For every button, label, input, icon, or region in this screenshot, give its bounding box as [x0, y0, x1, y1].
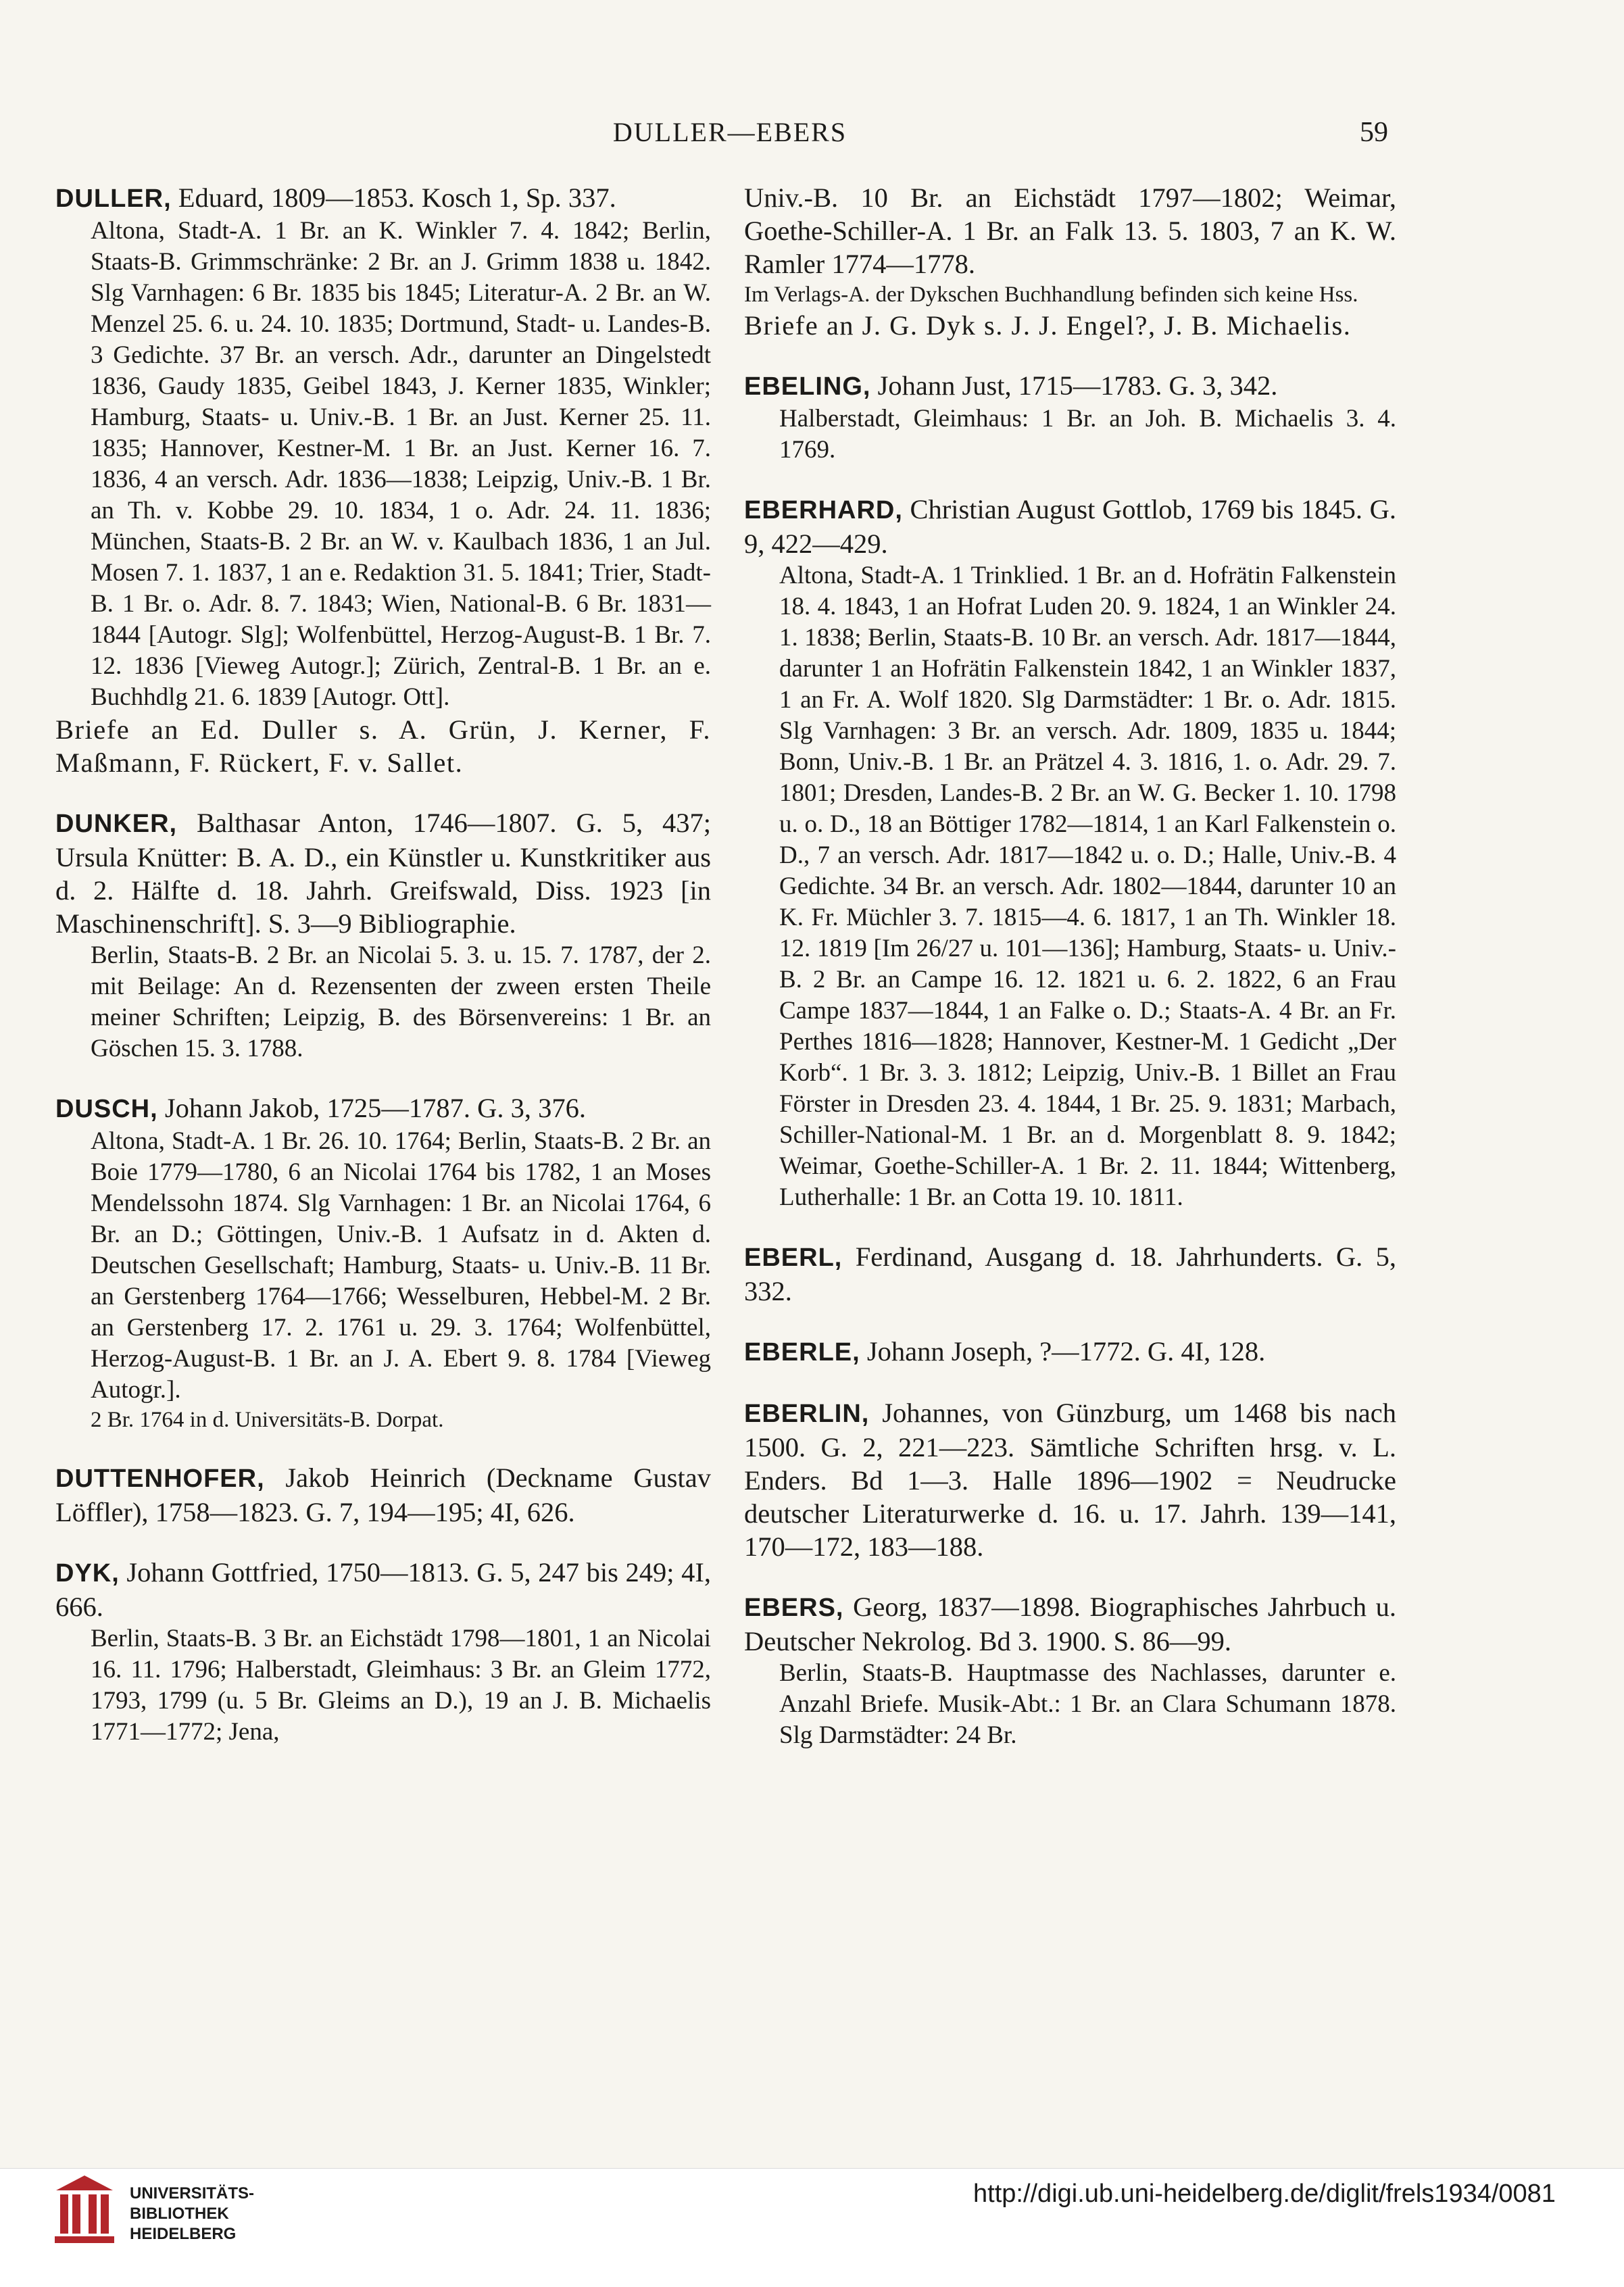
entry-lead: Jakob Heinrich (Deckname Gustav Löffler), 1758—1823. G. 7, 194—195; 4I, 626.	[55, 1462, 711, 1527]
entry-lead: Balthasar Anton, 1746—1807. G. 5, 437; Ursula Knütter: B. A. D., ein Künstler u. Kunstkritiker aus d. 2. Hälfte d. 18. Jahrh. Greifswald, Diss. 1923 [in Maschinenschrift]. S. 3—9 Bibliographie.	[55, 808, 711, 939]
entry-note: Im Verlags-A. der Dykschen Buchhandlung befinden sich keine Hss.	[744, 282, 1358, 307]
left-column	[55, 181, 711, 1775]
entry-lead: Johannes, von Günzburg, um 1468 bis nach 1500. G. 2, 221—223. Sämtliche Schriften hrsg. v. L. Enders. Bd 1—3. Halle 1896—1902 = Neudrucke deutscher Literaturwerke d. 16. u. 17. Jahrh. 139—141, 170—172, 183—188.	[744, 1398, 1397, 1562]
entry-lead: Johann Gottfried, 1750—1813. G. 5, 247 bis 249; 4I, 666.	[55, 1557, 711, 1622]
entry-crossref: Briefe an J. G. Dyk s. J. J. Engel?, J. B. Michaelis.	[744, 310, 1352, 341]
headword: DUTTENHOFER,	[55, 1465, 265, 1493]
entry-note: 2 Br. 1764 in d. Universitäts-B. Dorpat.	[91, 1408, 444, 1432]
library-name-line: BIBLIOTHEK	[130, 2205, 229, 2223]
entry-eberl	[744, 1240, 1396, 1308]
page-number: 59	[1360, 117, 1388, 148]
entry-duttenhofer	[55, 1461, 711, 1529]
permalink-url[interactable]: http://digi.ub.uni-heidelberg.de/diglit/frels1934/0081	[973, 2180, 1556, 2208]
running-head: DULLER—EBERS	[612, 117, 847, 147]
headword: EBERLE,	[744, 1338, 860, 1367]
headword: DUNKER,	[55, 810, 178, 838]
library-name-line: HEIDELBERG	[130, 2225, 237, 2243]
entry-sources-continued: Univ.-B. 10 Br. an Eichstädt 1797—1802; Weimar, Goethe-Schiller-A. 1 Br. an Falk 13. 5. 1803, 7 an K. W. Ramler 1774—1778.	[744, 182, 1396, 279]
entry-lead: Eduard, 1809—1853. Kosch 1, Sp. 337.	[178, 182, 616, 213]
entry-dyk-continued	[744, 181, 1396, 342]
entry-lead: Johann Joseph, ?—1772. G. 4I, 128.	[866, 1336, 1266, 1367]
university-library-logo-icon	[51, 2170, 118, 2251]
entry-eberhard	[744, 493, 1396, 1213]
entry-sources: Berlin, Staats-B. 2 Br. an Nicolai 5. 3. u. 15. 7. 1787, der 2. mit Beilage: An d. Rezensenten der zween ersten Theile meiner Schriften; Leipzig, B. des Börsenvereins: 1 Br. an Göschen 15. 3. 1788.	[91, 941, 711, 1062]
entry-sources: Berlin, Staats-B. Hauptmasse des Nachlasses, darunter e. Anzahl Briefe. Musik-Abt.: 1 Br. an Clara Schumann 1878. Slg Darmstädter: 24 Br.	[779, 1659, 1396, 1749]
entry-sources: Altona, Stadt-A. 1 Br. 26. 10. 1764; Berlin, Staats-B. 2 Br. an Boie 1779—1780, 6 an Nicolai 1764 bis 1782, 1 an Moses Mendelssohn 1874. Slg Varnhagen: 1 Br. an Nicolai 1764, 6 Br. an D.; Göttingen, Univ.-B. 1 Aufsatz in d. Akten d. Deutschen Gesellschaft; Hamburg, Staats- u. Univ.-B. 11 Br. an Gerstenberg 1764—1766; Wesselburen, Hebbel-M. 2 Br. an Gerstenberg 17. 2. 1761 u. 29. 3. 1764; Wolfenbüttel, Herzog-August-B. 1 Br. an J. A. Ebert 9. 8. 1784 [Vieweg Autogr.].	[91, 1127, 711, 1404]
library-name	[130, 2184, 254, 2244]
headword: EBERLIN,	[744, 1400, 870, 1428]
headword: DYK,	[55, 1559, 120, 1588]
headword: EBERHARD,	[744, 496, 903, 524]
entry-lead: Christian August Gottlob, 1769 bis 1845. G. 9, 422—429.	[744, 494, 1397, 559]
headword: EBELING,	[744, 372, 871, 401]
entry-sources: Altona, Stadt-A. 1 Trinklied. 1 Br. an d. Hofrätin Falkenstein 18. 4. 1843, 1 an Hofrat Luden 20. 9. 1824, 1 an Winkler 24. 1. 1838; Berlin, Staats-B. 10 Br. an versch. Adr. 1817—1844, darunter 1 an Hofrätin Falkenstein 1842, 1 an Winkler 1837, 1 an Fr. A. Wolf 1820. Slg Darmstädter: 1 Br. o. Adr. 1815. Slg Varnhagen: 3 Br. an versch. Adr. 1809, 1835 u. 1844; Bonn, Univ.-B. 1 Br. an Prätzel 4. 3. 1816, 1. o. Adr. 29. 7. 1801; Dresden, Landes-B. 2 Br. an W. G. Becker 1. 10. 1798 u. o. D., 18 an Böttiger 1782—1814, 1 an Karl Falkenstein o. D., 7 an versch. Adr. 1817—1842 u. o. D.; Halle, Univ.-B. 4 Gedichte. 34 Br. an versch. Adr. 1802—1844, darunter 10 an K. Fr. Müchler 3. 7. 1815—4. 6. 1817, 1 an Th. Winkler 18. 12. 1819 [Im 26/27 u. 101—136]; Hamburg, Staats- u. Univ.-B. 2 Br. an Campe 16. 12. 1821 u. 6. 2. 1822, 6 an Frau Campe 1837—1844, 1 an Falke o. D.; Staats-A. 4 Br. an Fr. Perthes 1816—1828; Hannover, Kestner-M. 1 Gedicht „Der Korb“. 1 Br. 3. 3. 1812; Leipzig, Univ.-B. 1 Billet an Frau Förster in Dresden 23. 4. 1844, 1 Br. 25. 9. 1831; Marbach, Schiller-National-M. 1 Br. an d. Morgenblatt 8. 9. 1842; Weimar, Goethe-Schiller-A. 1 Br. 2. 11. 1844; Wittenberg, Lutherhalle: 1 Br. an Cotta 19. 10. 1811.	[779, 562, 1396, 1211]
entry-ebers	[744, 1590, 1396, 1751]
headword: EBERL,	[744, 1244, 843, 1272]
entry-dyk	[55, 1556, 711, 1748]
entry-sources: Altona, Stadt-A. 1 Br. an K. Winkler 7. 4. 1842; Berlin, Staats-B. Grimmschränke: 2 Br. an J. Grimm 1838 u. 1842. Slg Varnhagen: 6 Br. 1835 bis 1845; Literatur-A. 2 Br. an W. Menzel 25. 6. u. 24. 10. 1835; Dortmund, Stadt- u. Landes-B. 3 Gedichte. 37 Br. an versch. Adr., darunter an Dingelstedt 1836, Gaudy 1835, Geibel 1843, J. Kerner 1835, Winkler; Hamburg, Staats- u. Univ.-B. 1 Br. an Just. Kerner 25. 11. 1835; Hannover, Kestner-M. 1 Br. an Just. Kerner 16. 7. 1836, 4 an versch. Adr. 1836—1838; Leipzig, Univ.-B. 1 Br. an Th. v. Kobbe 29. 10. 1834, 1 o. Adr. 24. 11. 1836; München, Staats-B. 2 Br. an W. v. Kaulbach 1836, 1 an Jul. Mosen 7. 1. 1837, 1 an e. Redaktion 31. 5. 1841; Trier, Stadt-B. 1 Br. o. Adr. 8. 7. 1843; Wien, National-B. 6 Br. 1831—1844 [Autogr. Slg]; Wolfenbüttel, Herzog-August-B. 1 Br. 7. 12. 1836 [Vieweg Autogr.]; Zürich, Zentral-B. 1 Br. an e. Buchhdlg 21. 6. 1839 [Autogr. Ott].	[91, 217, 711, 711]
entry-ebeling	[744, 369, 1396, 466]
entry-lead: Johann Just, 1715—1783. G. 3, 342.	[877, 370, 1278, 401]
headword: EBERS,	[744, 1594, 844, 1622]
entry-dusch	[55, 1091, 711, 1434]
entry-eberlin	[744, 1396, 1396, 1563]
entry-duller	[55, 181, 711, 779]
entry-sources: Halberstadt, Gleimhaus: 1 Br. an Joh. B. Michaelis 3. 4. 1769.	[779, 405, 1396, 464]
library-name-line: UNIVERSITÄTS-	[130, 2184, 255, 2203]
entry-lead: Johann Jakob, 1725—1787. G. 3, 376.	[164, 1093, 587, 1123]
entry-lead: Ferdinand, Ausgang d. 18. Jahrhunderts. G. 5, 332.	[744, 1241, 1396, 1306]
entry-eberle	[744, 1335, 1396, 1369]
right-column	[744, 181, 1396, 1778]
digitization-footer	[0, 2168, 1624, 2287]
headword: DULLER,	[55, 185, 172, 213]
headword: DUSCH,	[55, 1095, 158, 1123]
entry-sources: Berlin, Staats-B. 3 Br. an Eichstädt 1798—1801, 1 an Nicolai 16. 11. 1796; Halberstadt, Gleimhaus: 3 Br. an Gleim 1772, 1793, 1799 (u. 5 Br. Gleims an D.), 19 an J. B. Michaelis 1771—1772; Jena,	[91, 1625, 711, 1746]
entry-dunker	[55, 806, 711, 1064]
entry-crossref: Briefe an Ed. Duller s. A. Grün, J. Kerner, F. Maßmann, F. Rückert, F. v. Sallet.	[55, 714, 711, 778]
entry-lead: Georg, 1837—1898. Biographisches Jahrbuch u. Deutscher Nekrolog. Bd 3. 1900. S. 86—99.	[744, 1592, 1397, 1656]
